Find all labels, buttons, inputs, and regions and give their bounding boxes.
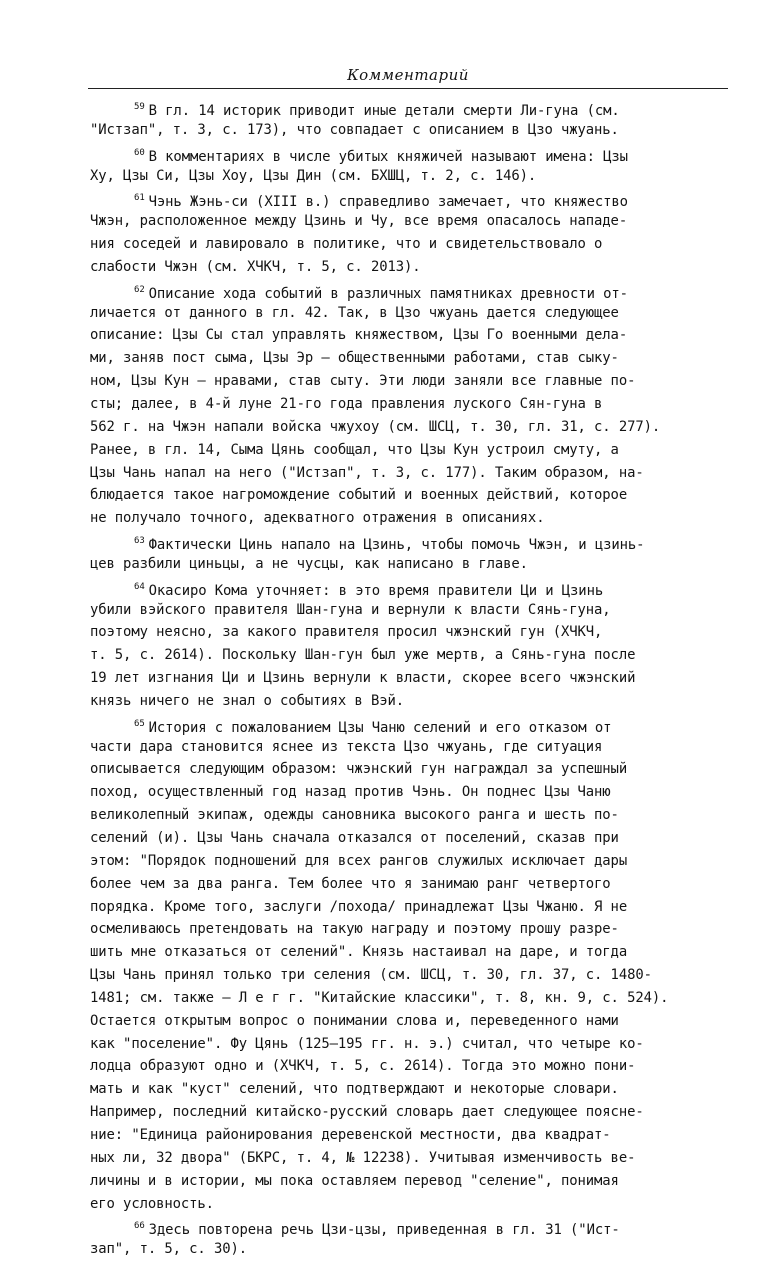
note-line <box>90 462 730 485</box>
footnote-number: 62 <box>134 284 145 295</box>
note-text: части дара становится яснее из текста Цзо чжуань, где ситуация <box>90 738 603 755</box>
note-text: осмеливаюсь претендовать на такую награду и поэтому прошу разре- <box>90 921 619 938</box>
note-line <box>90 256 730 279</box>
note-line <box>90 1170 730 1193</box>
note-text: селений (и). Цзы Чань сначала отказался от поселений, сказав при <box>90 830 619 846</box>
note-text: История с пожалованием Цзы Чаню селений и его отказом от <box>148 719 612 736</box>
note-text: В гл. 14 историк приводит иные детали смерти Ли-гуна (см. <box>148 103 620 119</box>
note-line <box>90 804 730 827</box>
note-line <box>90 324 730 347</box>
note-text: Описание хода событий в различных памятниках древности от- <box>148 285 628 302</box>
note-line <box>90 393 730 416</box>
note-line <box>90 416 730 439</box>
note-line <box>90 165 730 188</box>
note-text: блюдается такое нагромождение событий и военных действий, которое <box>90 487 628 504</box>
note-66 <box>90 1215 730 1261</box>
note-61 <box>90 187 730 278</box>
note-line <box>90 758 730 781</box>
note-60 <box>90 142 730 188</box>
footnote-number: 64 <box>134 581 145 592</box>
note-line <box>90 1124 730 1147</box>
note-64 <box>90 576 730 713</box>
note-text: сты; далее, в 4-й луне 21-го года правления луского Сян-гуна в <box>90 395 603 412</box>
note-text: слабости Чжэн (см. ХЧКЧ, т. 5, с. 2013). <box>90 258 421 275</box>
note-line <box>90 781 730 804</box>
note-text: ми, заняв пост сыма, Цзы Эр — общественными работами, став сыкy- <box>90 350 619 367</box>
commentary-notes <box>90 96 730 1261</box>
note-line <box>90 553 730 576</box>
note-first-line <box>90 279 730 302</box>
note-line <box>90 941 730 964</box>
note-text: более чем за два ранга. Тем более что я занимаю ранг четвертого <box>90 875 611 892</box>
note-59 <box>90 96 730 142</box>
note-text: зап", т. 5, с. 30). <box>90 1241 247 1258</box>
running-header: Комментарий <box>347 66 469 84</box>
note-line <box>90 964 730 987</box>
note-first-line <box>90 187 730 210</box>
note-text: мать и как "куст" селений, что подтверждают и некоторые словари. <box>90 1081 619 1098</box>
note-text: Остается открытым вопрос о понимании слова и, переведенного нами <box>90 1012 619 1029</box>
note-text: поход, осуществленный год назад против Чэнь. Он поднес Цзы Чаню <box>90 784 611 801</box>
note-text: Ранее, в гл. 14, Сыма Цянь сообщал, что Цзы Кун устроил смуту, а <box>90 441 619 458</box>
note-line <box>90 621 730 644</box>
note-text: великолепный экипаж, одежды сановника высокого ранга и шесть по- <box>90 807 619 824</box>
note-line <box>90 918 730 941</box>
note-line <box>90 370 730 393</box>
note-text: ном, Цзы Кун — нравами, став сыту. Эти люди заняли все главные по- <box>90 373 636 390</box>
note-line <box>90 690 730 713</box>
note-line <box>90 896 730 919</box>
footnote-number: 65 <box>134 718 145 729</box>
note-text: описание: Цзы Сы стал управлять княжеством, Цзы Го военными дела- <box>90 327 628 344</box>
note-first-line <box>90 1215 730 1238</box>
note-line <box>90 484 730 507</box>
note-text: 562 г. на Чжэн напали войска чжухоу (см. ШСЦ, т. 30, гл. 31, с. 277). <box>90 418 661 435</box>
note-line <box>90 599 730 622</box>
note-text: цев разбили циньцы, а не чусцы, как написано в главе. <box>90 555 528 572</box>
note-text: 1481; см. также — Л е г г. "Китайские классики", т. 8, кн. 9, с. 524). <box>90 989 669 1006</box>
note-62 <box>90 279 730 530</box>
note-line <box>90 507 730 530</box>
footnote-number: 60 <box>134 147 145 158</box>
note-text: поэтому неясно, за какого правителя просил чжэнский гун (ХЧКЧ, <box>90 624 603 641</box>
note-line <box>90 827 730 850</box>
note-line <box>90 1033 730 1056</box>
note-first-line <box>90 713 730 736</box>
note-text: т. 5, с. 2614). Поскольку Шан-гун был уже мертв, а Сянь-гуна после <box>90 647 636 664</box>
note-line <box>90 1055 730 1078</box>
note-line <box>90 873 730 896</box>
note-text: описывается следующим образом: чжэнский гун награждал за успешный <box>90 761 628 778</box>
note-line <box>90 1101 730 1124</box>
note-line <box>90 119 730 142</box>
note-line <box>90 987 730 1010</box>
note-line <box>90 736 730 759</box>
note-first-line <box>90 96 730 119</box>
note-line <box>90 1238 730 1261</box>
note-line <box>90 439 730 462</box>
note-text: его условность. <box>90 1195 214 1212</box>
note-text: Цзы Чань принял только три селения (см. ШСЦ, т. 30, гл. 37, с. 1480- <box>90 967 652 984</box>
note-text: Здесь повторена речь Цзи-цзы, приведенная в гл. 31 ("Ист- <box>148 1222 620 1239</box>
note-text: порядка. Кроме того, заслуги /похода/ принадлежат Цзы Чжаню. Я не <box>90 898 628 915</box>
note-first-line <box>90 530 730 553</box>
footnote-number: 63 <box>134 536 145 547</box>
note-line <box>90 644 730 667</box>
note-text: как "поселение". Фу Цянь (125—195 гг. н. э.) считал, что четыре ко- <box>90 1035 644 1052</box>
footnote-number: 61 <box>134 193 145 204</box>
note-text: 19 лет изгнания Ци и Цзинь вернули к власти, скорее всего чжэнский <box>90 670 636 687</box>
note-text: князь ничего не знал о событиях в Вэй. <box>90 692 404 709</box>
note-text: ных ли, 32 двора" (БКРС, т. 4, № 12238). Учитывая изменчивость ве- <box>90 1149 636 1166</box>
note-line <box>90 1147 730 1170</box>
note-text: шить мне отказаться от селений". Князь настаивал на даре, и тогда <box>90 944 628 961</box>
note-line <box>90 850 730 873</box>
note-text: "Истзап", т. 3, с. 173), что совпадает с описанием в Цзо чжуань. <box>90 121 619 138</box>
note-line <box>90 1078 730 1101</box>
note-text: лодца образуют одно и (ХЧКЧ, т. 5, с. 2614). Тогда это можно пони- <box>90 1058 636 1075</box>
note-first-line <box>90 576 730 599</box>
note-text: личины и в истории, мы пока оставляем перевод "селение", понимая <box>90 1172 619 1189</box>
note-text: ние: "Единица районирования деревенской местности, два квадрат- <box>90 1126 611 1143</box>
note-text: ния соседей и лавировало в политике, что и свидетельствовало о <box>90 236 603 253</box>
footnote-number: 66 <box>134 1221 145 1232</box>
note-text: Фактически Цинь напало на Цзинь, чтобы помочь Чжэн, и цзинь- <box>148 537 645 554</box>
note-text: не получало точного, адекватного отражения в описаниях. <box>90 510 545 527</box>
note-text: Окасиро Кома уточняет: в это время правители Ци и Цзинь <box>148 582 604 599</box>
note-text: убили вэйского правителя Шан-гуна и вернули к власти Сянь-гуна, <box>90 601 611 618</box>
note-line <box>90 347 730 370</box>
header-rule <box>88 88 728 89</box>
note-65 <box>90 713 730 1216</box>
note-63 <box>90 530 730 576</box>
note-line <box>90 1010 730 1033</box>
note-text: Ху, Цзы Си, Цзы Хоу, Цзы Дин (см. БХШЦ, т. 2, с. 146). <box>90 167 537 184</box>
note-first-line <box>90 142 730 165</box>
note-line <box>90 302 730 325</box>
note-text: Например, последний китайско-русский словарь дает следующее поясне- <box>90 1104 644 1121</box>
note-text: Чжэн, расположенное между Цзинь и Чу, все время опасалось нападе- <box>90 213 628 230</box>
note-line <box>90 667 730 690</box>
footnote-number: 59 <box>134 102 145 112</box>
note-text: Чэнь Жэнь-си (XIII в.) справедливо замечает, что княжество <box>148 194 628 211</box>
note-line <box>90 210 730 233</box>
note-text: В комментариях в числе убитых княжичей называют имена: Цзы <box>148 148 628 165</box>
note-text: личается от данного в гл. 42. Так, в Цзо чжуань дается следующее <box>90 304 619 321</box>
note-text: этом: "Порядок подношений для всех рангов служилых исключает дары <box>90 852 628 869</box>
note-text: Цзы Чань напал на него ("Истзап", т. 3, с. 177). Таким образом, на- <box>90 464 644 481</box>
note-line <box>90 233 730 256</box>
